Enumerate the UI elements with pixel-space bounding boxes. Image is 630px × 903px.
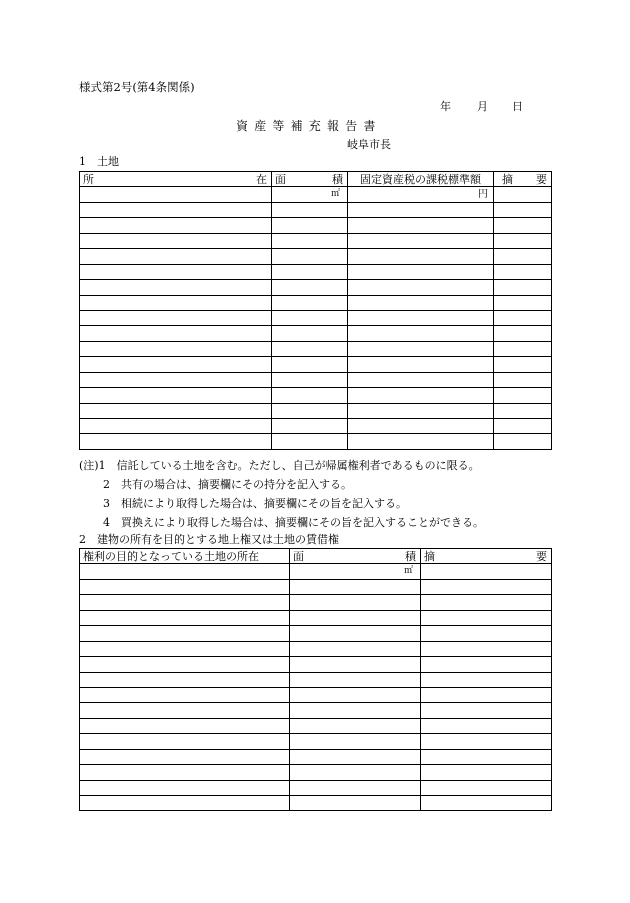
table-cell[interactable] — [494, 341, 552, 356]
table-cell[interactable] — [272, 310, 348, 325]
table-header-row — [80, 549, 552, 564]
table-cell[interactable] — [272, 326, 348, 341]
header-area-left: 面 — [293, 550, 304, 563]
table-cell[interactable] — [494, 372, 552, 387]
land-table — [79, 171, 552, 450]
table-cell[interactable] — [272, 434, 348, 449]
table-row — [80, 579, 552, 594]
table-cell[interactable] — [348, 357, 494, 372]
table-row — [80, 326, 552, 341]
table-row — [80, 233, 552, 248]
table-cell[interactable] — [421, 641, 552, 656]
header-area-left: 面 — [275, 173, 286, 186]
note-2: 2 共有の場合は、摘要欄にその持分を記入する。 — [103, 478, 352, 491]
table-cell[interactable] — [272, 295, 348, 310]
header-tax-base — [348, 172, 494, 187]
table-cell[interactable] — [80, 626, 290, 641]
table-row — [80, 657, 552, 672]
table-cell[interactable] — [348, 280, 494, 295]
table-cell[interactable] — [348, 295, 494, 310]
table-cell[interactable] — [494, 249, 552, 264]
table-cell[interactable] — [290, 626, 421, 641]
unit-amount: 円 — [348, 187, 494, 202]
note-3: 3 相続により取得した場合は、摘要欄にその旨を記入する。 — [103, 497, 407, 510]
header-location — [80, 172, 272, 187]
table-cell[interactable] — [80, 780, 290, 795]
table-row — [80, 434, 552, 449]
table-cell[interactable] — [494, 218, 552, 233]
table-cell[interactable] — [348, 249, 494, 264]
table-row — [80, 765, 552, 780]
table-cell[interactable] — [348, 326, 494, 341]
table-cell[interactable] — [80, 703, 290, 718]
table-row — [80, 672, 552, 687]
table-cell[interactable] — [290, 595, 421, 610]
table-cell[interactable] — [80, 326, 272, 341]
table-cell[interactable] — [272, 419, 348, 434]
table-row — [80, 202, 552, 217]
table-cell[interactable] — [272, 357, 348, 372]
table-cell[interactable] — [494, 202, 552, 217]
table-row — [80, 564, 552, 579]
header-remarks-right: 要 — [536, 550, 547, 563]
table-cell[interactable] — [494, 233, 552, 248]
table-cell[interactable] — [290, 687, 421, 702]
table-cell[interactable] — [272, 264, 348, 279]
table-row — [80, 295, 552, 310]
date-year: 年 — [440, 100, 451, 113]
table-cell[interactable] — [348, 388, 494, 403]
table-cell[interactable] — [80, 610, 290, 625]
table-cell[interactable] — [80, 310, 272, 325]
table-cell[interactable] — [348, 434, 494, 449]
table-cell[interactable] — [348, 202, 494, 217]
table-cell[interactable] — [348, 403, 494, 418]
table-cell[interactable] — [80, 419, 272, 434]
table-cell[interactable] — [421, 734, 552, 749]
table-cell[interactable] — [80, 388, 272, 403]
table-cell[interactable] — [290, 749, 421, 764]
table-cell[interactable] — [272, 341, 348, 356]
table-row — [80, 626, 552, 641]
table-cell[interactable] — [80, 579, 290, 594]
table-cell[interactable] — [421, 595, 552, 610]
cell-remarks[interactable] — [494, 187, 552, 202]
table-cell[interactable] — [290, 672, 421, 687]
table-cell[interactable] — [494, 264, 552, 279]
table-row — [80, 610, 552, 625]
header-area-right: 積 — [405, 550, 416, 563]
table-cell[interactable] — [290, 657, 421, 672]
date-day: 日 — [512, 100, 523, 113]
table-cell[interactable] — [80, 233, 272, 248]
table-row — [80, 341, 552, 356]
table-cell[interactable] — [290, 765, 421, 780]
table-cell[interactable] — [421, 687, 552, 702]
table-cell[interactable] — [272, 388, 348, 403]
table-cell[interactable] — [80, 218, 272, 233]
section-1-heading: 1 土地 — [79, 155, 119, 168]
table-cell[interactable] — [272, 218, 348, 233]
table-row — [80, 718, 552, 733]
table-cell[interactable] — [272, 202, 348, 217]
table-row — [80, 310, 552, 325]
table-cell[interactable] — [290, 703, 421, 718]
table-row — [80, 280, 552, 295]
table-cell[interactable] — [272, 249, 348, 264]
table-row — [80, 249, 552, 264]
table-cell[interactable] — [80, 657, 290, 672]
lease-right-table — [79, 548, 552, 811]
header-area — [290, 549, 421, 564]
date-month: 月 — [477, 100, 488, 113]
table-cell[interactable] — [80, 749, 290, 764]
header-remarks — [421, 549, 552, 564]
table-row — [80, 734, 552, 749]
table-cell[interactable] — [421, 672, 552, 687]
table-cell[interactable] — [272, 233, 348, 248]
table-cell[interactable] — [494, 280, 552, 295]
table-cell[interactable] — [272, 280, 348, 295]
header-tax-base-label: 固定資産税の課税標準額 — [360, 173, 481, 186]
table-cell[interactable] — [348, 218, 494, 233]
table-cell[interactable] — [80, 295, 272, 310]
table-cell[interactable] — [421, 579, 552, 594]
table-cell[interactable] — [421, 610, 552, 625]
recipient: 岐阜市長 — [347, 138, 391, 151]
table-cell[interactable] — [494, 388, 552, 403]
table-cell[interactable] — [80, 672, 290, 687]
table-cell[interactable] — [80, 264, 272, 279]
header-remarks-left: 摘 — [502, 173, 513, 186]
header-remarks-left: 摘 — [424, 550, 435, 563]
table-cell[interactable] — [290, 641, 421, 656]
table-cell[interactable] — [348, 341, 494, 356]
header-location-left: 所 — [83, 173, 94, 186]
table-cell[interactable] — [290, 718, 421, 733]
table-cell[interactable] — [80, 280, 272, 295]
table-row — [80, 687, 552, 702]
table-cell[interactable] — [421, 765, 552, 780]
header-remarks — [494, 172, 552, 187]
table-cell[interactable] — [80, 734, 290, 749]
table-cell[interactable] — [348, 419, 494, 434]
note-1: (注)1 信託している土地を含む。ただし、自己が帰属権利者であるものに限る。 — [79, 459, 480, 472]
table-cell[interactable] — [80, 687, 290, 702]
table-cell[interactable] — [290, 780, 421, 795]
table-row — [80, 403, 552, 418]
document-title: 資産等補充報告書 — [236, 119, 382, 133]
table-row — [80, 595, 552, 610]
table-cell[interactable] — [494, 403, 552, 418]
table-cell[interactable] — [80, 595, 290, 610]
cell-location[interactable] — [80, 564, 290, 579]
table-cell[interactable] — [80, 249, 272, 264]
table-row — [80, 388, 552, 403]
table-cell[interactable] — [80, 718, 290, 733]
table-row — [80, 780, 552, 795]
table-cell[interactable] — [80, 796, 290, 811]
table-cell[interactable] — [272, 372, 348, 387]
table-row — [80, 264, 552, 279]
table-cell[interactable] — [290, 579, 421, 594]
table-row — [80, 357, 552, 372]
table-cell[interactable] — [80, 434, 272, 449]
table-cell[interactable] — [290, 610, 421, 625]
table-cell[interactable] — [80, 202, 272, 217]
form-number-label: 様式第2号(第4条関係) — [79, 80, 195, 94]
table-row — [80, 641, 552, 656]
header-area — [272, 172, 348, 187]
table-cell[interactable] — [421, 657, 552, 672]
table-cell[interactable] — [290, 734, 421, 749]
table-cell[interactable] — [494, 357, 552, 372]
table-cell[interactable] — [80, 357, 272, 372]
table-cell[interactable] — [421, 780, 552, 795]
table-cell[interactable] — [421, 796, 552, 811]
table-cell[interactable] — [348, 310, 494, 325]
table-cell[interactable] — [80, 372, 272, 387]
table-cell[interactable] — [348, 233, 494, 248]
table-cell[interactable] — [348, 264, 494, 279]
table-cell[interactable] — [494, 310, 552, 325]
unit-area: ㎡ — [272, 187, 348, 202]
table-cell[interactable] — [494, 326, 552, 341]
table-cell[interactable] — [80, 641, 290, 656]
header-right-location — [80, 549, 290, 564]
table-cell[interactable] — [494, 434, 552, 449]
table-row — [80, 218, 552, 233]
header-right-location-label: 権利の目的となっている土地の所在 — [83, 550, 259, 563]
table-cell[interactable] — [421, 749, 552, 764]
cell-remarks[interactable] — [421, 564, 552, 579]
table-cell[interactable] — [421, 703, 552, 718]
table-cell[interactable] — [272, 403, 348, 418]
header-remarks-right: 要 — [536, 173, 547, 186]
table-row — [80, 419, 552, 434]
table-cell[interactable] — [80, 403, 272, 418]
table-row — [80, 372, 552, 387]
table-cell[interactable] — [80, 765, 290, 780]
header-location-right: 在 — [256, 173, 267, 186]
table-header-row — [80, 172, 552, 187]
table-cell[interactable] — [80, 341, 272, 356]
table-row — [80, 187, 552, 202]
table-row — [80, 749, 552, 764]
section-2-heading: 2 建物の所有を目的とする地上権又は土地の賃借権 — [79, 533, 339, 546]
table-row — [80, 796, 552, 811]
table-cell[interactable] — [494, 295, 552, 310]
table-cell[interactable] — [494, 419, 552, 434]
cell-location[interactable] — [80, 187, 272, 202]
table-cell[interactable] — [290, 796, 421, 811]
unit-area: ㎡ — [290, 564, 421, 579]
table-cell[interactable] — [421, 626, 552, 641]
table-row — [80, 703, 552, 718]
note-4: 4 買換えにより取得した場合は、摘要欄にその旨を記入することができる。 — [103, 516, 484, 529]
table-cell[interactable] — [421, 718, 552, 733]
header-area-right: 積 — [332, 173, 343, 186]
table-cell[interactable] — [348, 372, 494, 387]
